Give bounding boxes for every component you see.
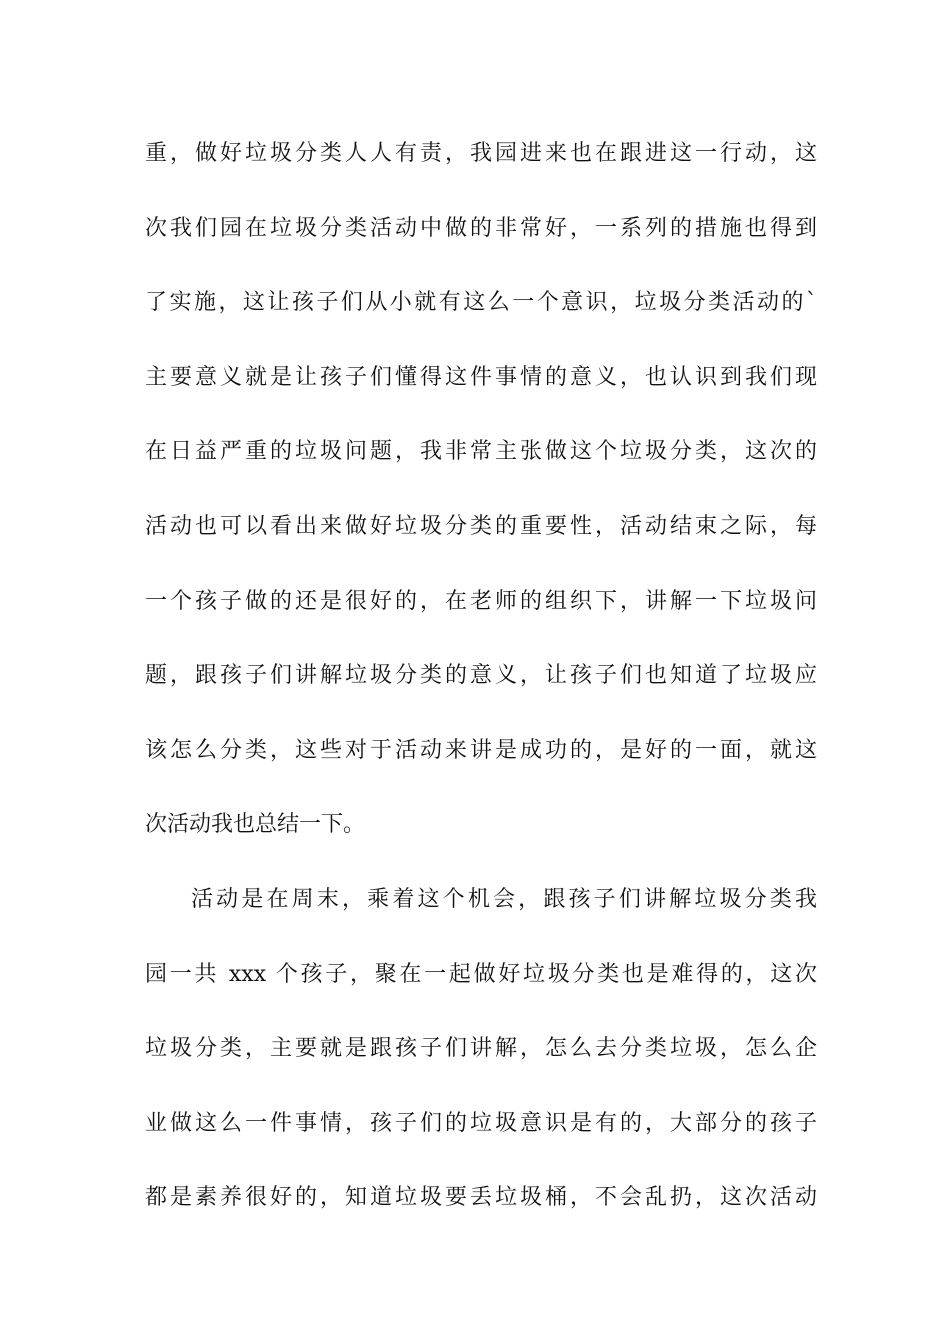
text-line: 都是素养很好的，知道垃圾要丢垃圾桶，不会乱扔，这次活动 bbox=[145, 1185, 817, 1211]
text-line: 园一共 xxx 个孩子，聚在一起做好垃圾分类也是难得的，这次 bbox=[145, 961, 817, 987]
text-line: 主要意义就是让孩子们懂得这件事情的意义，也认识到我们现 bbox=[145, 364, 817, 390]
text-line: 题，跟孩子们讲解垃圾分类的意义，让孩子们也知道了垃圾应 bbox=[145, 663, 817, 689]
text-line: 垃圾分类，主要就是跟孩子们讲解，怎么去分类垃圾，怎么企 bbox=[145, 1036, 817, 1062]
text-line: 业做这么一件事情，孩子们的垃圾意识是有的，大部分的孩子 bbox=[145, 1110, 817, 1136]
text-line: 次我们园在垃圾分类活动中做的非常好，一系列的措施也得到 bbox=[145, 215, 817, 241]
text-line: 一个孩子做的还是很好的，在老师的组织下，讲解一下垃圾问 bbox=[145, 588, 817, 614]
text-line: 次活动我也总结一下。 bbox=[145, 812, 366, 838]
document-body bbox=[145, 128, 817, 1247]
text-line: 活动也可以看出来做好垃圾分类的重要性，活动结束之际，每 bbox=[145, 513, 817, 539]
text-line: 该怎么分类，这些对于活动来讲是成功的，是好的一面，就这 bbox=[145, 737, 817, 763]
text-line: 了实施，这让孩子们从小就有这么一个意识，垃圾分类活动的` bbox=[145, 290, 817, 316]
text-line: 活动是在周末，乘着这个机会，跟孩子们讲解垃圾分类我 bbox=[191, 886, 817, 912]
text-line: 在日益严重的垃圾问题，我非常主张做这个垃圾分类，这次的 bbox=[145, 439, 817, 465]
text-line: 重，做好垃圾分类人人有责，我园进来也在跟进这一行动，这 bbox=[145, 141, 817, 166]
